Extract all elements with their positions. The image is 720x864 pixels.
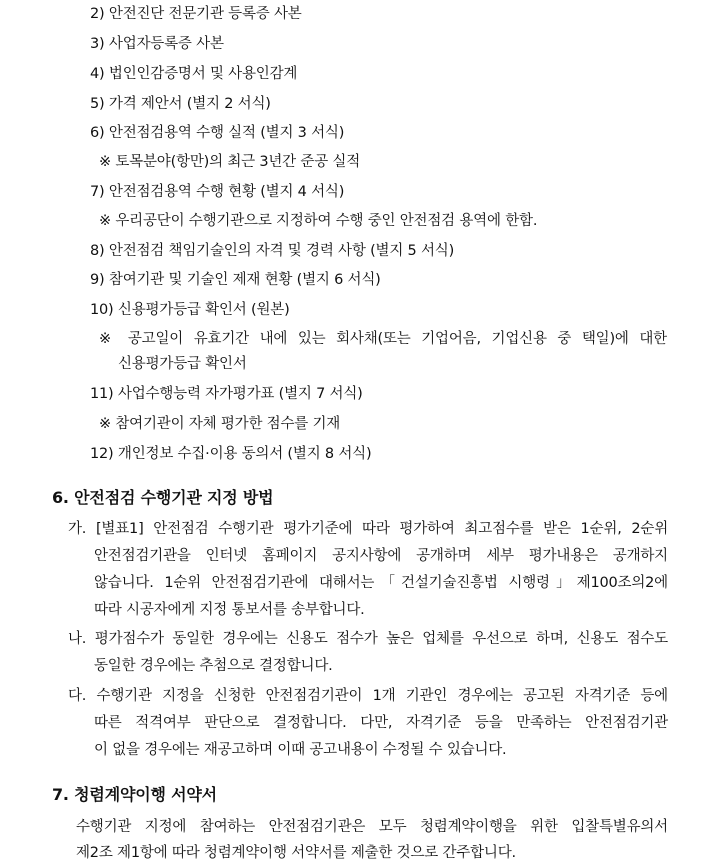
note-item-6: ※ 토목분야(항만)의 최근 3년간 준공 실적 <box>99 154 361 170</box>
section-7-body-line-1: 수행기관 지정에 참여하는 안전점검기관은 모두 청렴계약이행을 위한 입찰특별유의서 <box>76 819 668 835</box>
section-7-body-line-2: 제2조 제1항에 따라 청렴계약이행 서약서를 제출한 것으로 간주합니다. <box>76 845 516 861</box>
section-6-na-line-2: 동일한 경우에는 추첨으로 결정합니다. <box>94 658 333 674</box>
list-item-6: 6) 안전점검용역 수행 실적 (별지 3 서식) <box>90 125 345 141</box>
list-item-9: 9) 참여기관 및 기술인 제재 현황 (별지 6 서식) <box>90 272 381 288</box>
list-item-5: 5) 가격 제안서 (별지 2 서식) <box>90 96 271 112</box>
section-6-ga-line-4: 따라 시공자에게 지정 통보서를 송부합니다. <box>94 602 365 618</box>
section-6-da-line-1: 다. 수행기관 지정을 신청한 안전점검기관이 1개 기관인 경우에는 공고된 자격기준 등에 <box>68 688 668 704</box>
section-7-heading: 7. 청렴계약이행 서약서 <box>52 785 217 804</box>
list-item-10: 10) 신용평가등급 확인서 (원본) <box>90 302 290 318</box>
section-6-ga-line-2: 안전점검기관을 인터넷 홈페이지 공지사항에 공개하며 세부 평가내용은 공개하지 <box>94 548 668 564</box>
section-6-na-line-1: 나. 평가점수가 동일한 경우에는 신용도 점수가 높은 업체를 우선으로 하며, 신용도 점수도 <box>68 631 668 647</box>
note-item-10-continued: 신용평가등급 확인서 <box>118 356 247 372</box>
list-item-7: 7) 안전점검용역 수행 현황 (별지 4 서식) <box>90 184 345 200</box>
list-item-12: 12) 개인정보 수집·이용 동의서 (별지 8 서식) <box>90 446 372 462</box>
list-item-11: 11) 사업수행능력 자가평가표 (별지 7 서식) <box>90 386 363 402</box>
section-6-heading: 6. 안전점검 수행기관 지정 방법 <box>52 488 274 507</box>
list-item-8: 8) 안전점검 책임기술인의 자격 및 경력 사항 (별지 5 서식) <box>90 243 455 259</box>
note-item-10: ※ 공고일이 유효기간 내에 있는 회사채(또는 기업어음, 기업신용 중 택일)에 대한 <box>99 331 667 347</box>
section-6-da-line-3: 이 없을 경우에는 재공고하며 이때 공고내용이 수정될 수 있습니다. <box>94 742 507 758</box>
list-item-4: 4) 법인인감증명서 및 사용인감계 <box>90 66 298 82</box>
note-item-7: ※ 우리공단이 수행기관으로 지정하여 수행 중인 안전점검 용역에 한함. <box>99 213 538 229</box>
note-item-11: ※ 참여기관이 자체 평가한 점수를 기재 <box>99 416 341 432</box>
list-item-3: 3) 사업자등록증 사본 <box>90 36 224 52</box>
list-item-2: 2) 안전진단 전문기관 등록증 사본 <box>90 6 302 22</box>
section-6-da-line-2: 따른 적격여부 판단으로 결정합니다. 다만, 자격기준 등을 만족하는 안전점검기관 <box>94 715 668 731</box>
section-6-ga-line-1: 가. [별표1] 안전점검 수행기관 평가기준에 따라 평가하여 최고점수를 받은 1순위, 2순위 <box>68 521 668 537</box>
section-6-ga-line-3: 않습니다. 1순위 안전점검기관에 대해서는「건설기술진흥법 시행령」제100조의2에 <box>94 575 668 591</box>
